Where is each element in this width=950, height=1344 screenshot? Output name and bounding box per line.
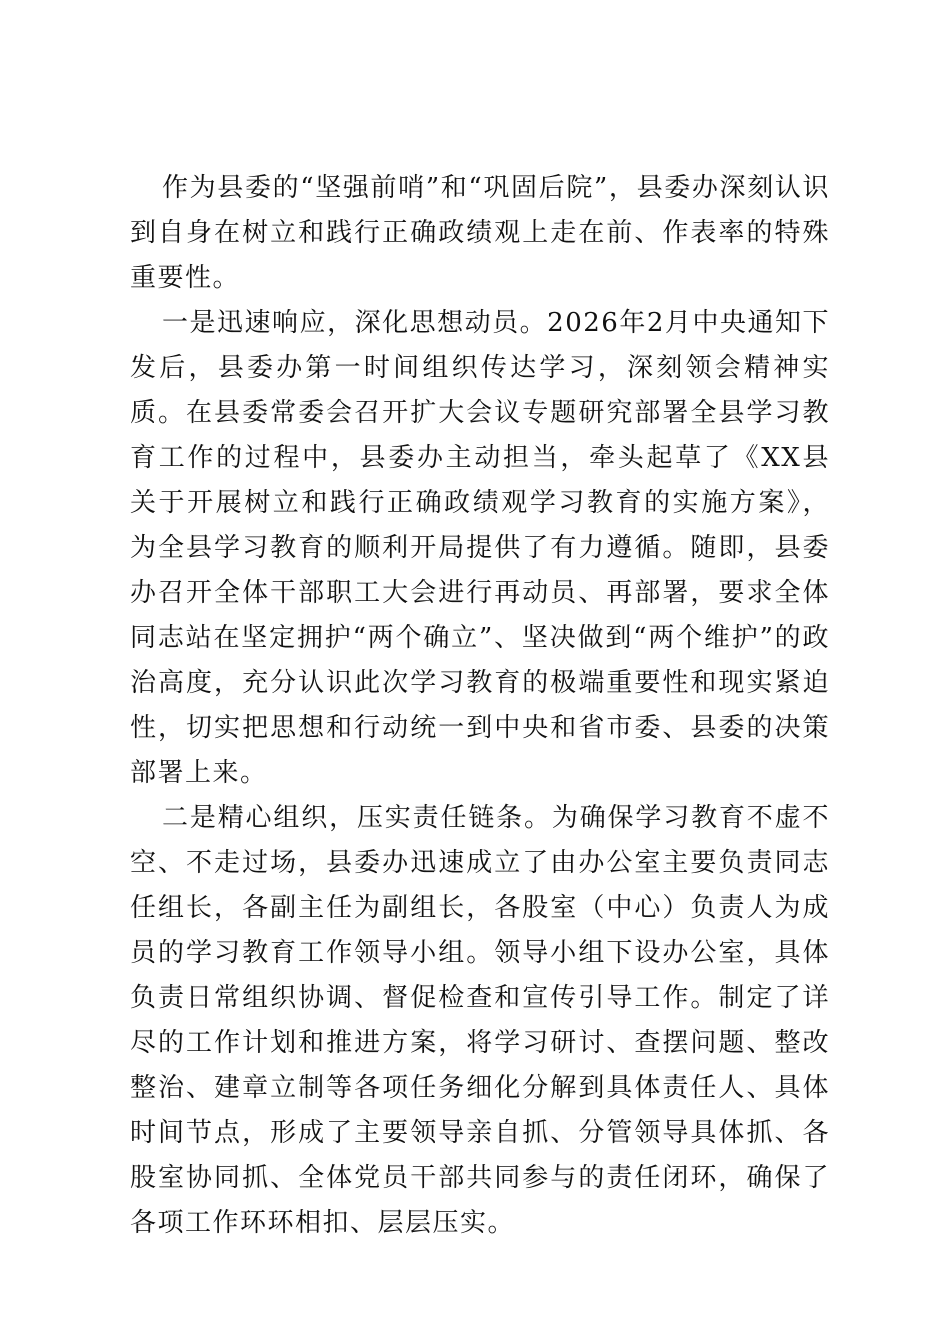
- paragraph-careful-organization: 二是精心组织，压实责任链条。为确保学习教育不虚不空、不走过场，县委办迅速成立了由办公室主要负责同志任组长，各副主任为副组长，各股室（中心）负责人为成员的学习教育工作领导小组。领导小组下设办公室，具体负责日常组织协调、督促检查和宣传引导工作。制定了详尽的工作计划和推进方案，将学习研讨、查摆问题、整改整治、建章立制等各项任务细化分解到具体责任人、具体时间节点，形成了主要领导亲自抓、分管领导具体抓、各股室协同抓、全体党员干部共同参与的责任闭环，确保了各项工作环环相扣、层层压实。: [130, 803, 830, 1238]
- paragraph-intro: 作为县委的“坚强前哨”和“巩固后院”，县委办深刻认识到自身在树立和践行正确政绩观上走在前、作表率的特殊重要性。: [130, 173, 830, 293]
- paragraph-rapid-response: 一是迅速响应，深化思想动员。2026年2月中央通知下发后，县委办第一时间组织传达学习，深刻领会精神实质。在县委常委会召开扩大会议专题研究部署全县学习教育工作的过程中，县委办主动担当，牵头起草了《XX县关于开展树立和践行正确政绩观学习教育的实施方案》，为全县学习教育的顺利开局提供了有力遵循。随即，县委办召开全体干部职工大会进行再动员、再部署，要求全体同志站在坚定拥护“两个确立”、坚决做到“两个维护”的政治高度，充分认识此次学习教育的极端重要性和现实紧迫性，切实把思想和行动统一到中央和省市委、县委的决策部署上来。: [130, 308, 830, 788]
- document-body: [130, 166, 830, 1246]
